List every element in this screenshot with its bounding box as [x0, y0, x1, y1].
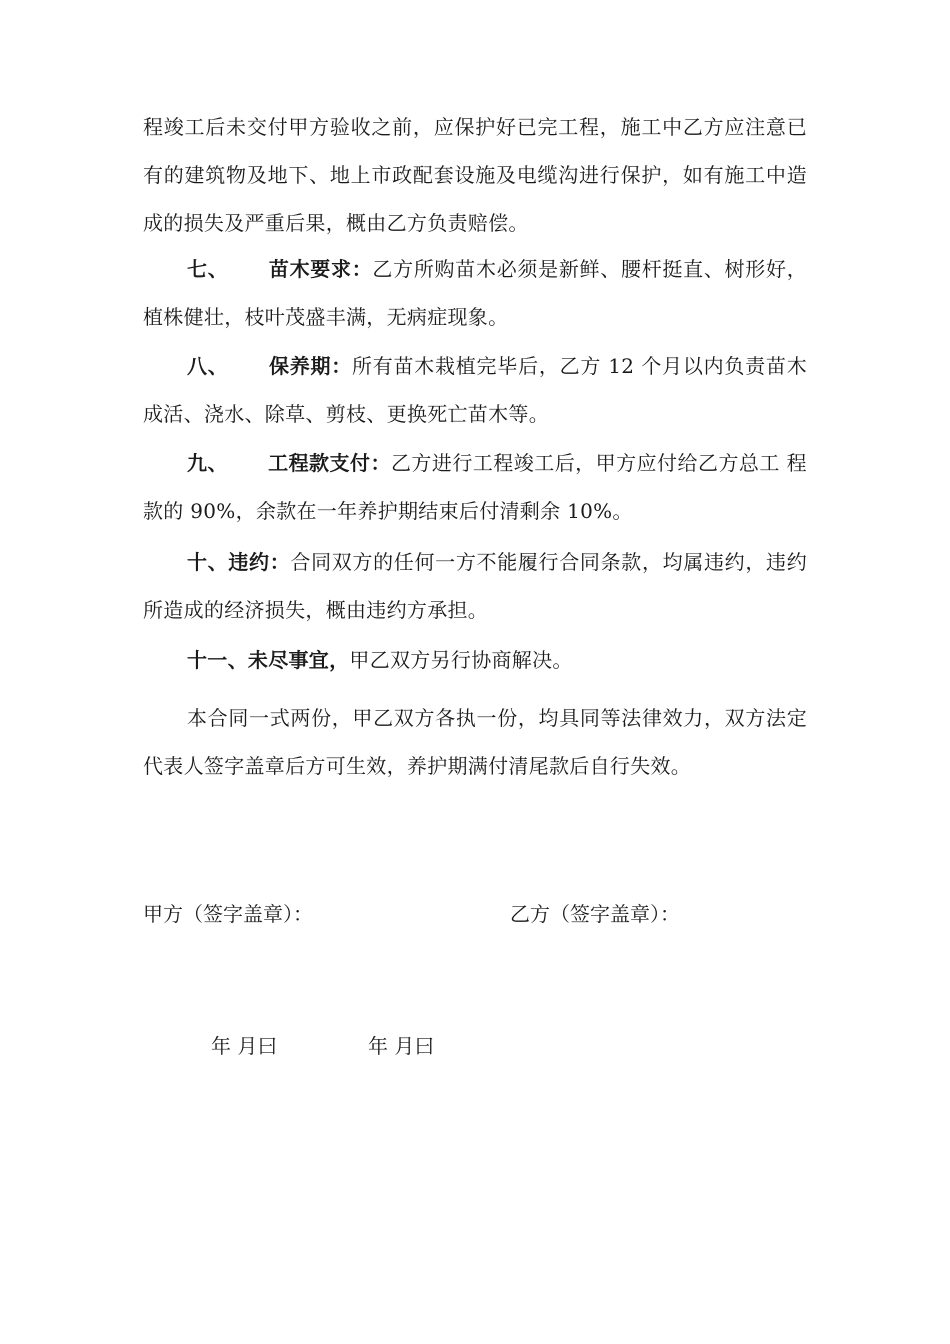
- closing-paragraph: 本合同一式两份，甲乙双方各执一份，均具同等法律效力，双方法定代表人签字盖章后方可生效，养护期满付清尾款后自行失效。: [143, 706, 807, 778]
- clause-seedling-requirements: [143, 245, 807, 341]
- clause-body: 所有苗木栽植完毕后，乙方 12 个月以内负责苗木 成活、浇水、除草、剪枝、更换死亡苗木等。: [143, 354, 807, 426]
- party-b-date: 年 月曰: [368, 1034, 435, 1058]
- party-a-signature-label: 甲方（签字盖章）：: [143, 902, 313, 926]
- clause-title: 违约：: [228, 550, 291, 574]
- clause-number: 十、: [187, 550, 229, 574]
- clause-number: 八、: [187, 354, 229, 378]
- clause-body: 合同双方的任何一方不能履行合同条款，均属违约，违约所造成的经济损失，概由违约方承担。: [143, 550, 807, 622]
- clause-title: 保养期：: [268, 354, 353, 378]
- clause-number: 七、: [187, 257, 229, 281]
- clause-title: 苗木要求：: [268, 257, 373, 281]
- intro-paragraph: 程竣工后未交付甲方验收之前，应保护好已完工程，施工中乙方应注意已有的建筑物及地下、地上市政配套设施及电缆沟进行保护，如有施工中造成的损失及严重后果，概由乙方负责赔偿。: [143, 115, 807, 235]
- clause-body: 甲乙双方另行协商解决。: [349, 648, 573, 672]
- clause-body: 乙方所购苗木必须是新鲜、腰杆挺直、树形好，植株健壮，枝叶茂盛丰满，无病症现象。: [143, 257, 807, 329]
- clause-other-matters: [143, 636, 807, 684]
- clause-title: 工程款支付：: [267, 451, 391, 475]
- clause-number: 十一、: [187, 648, 248, 672]
- clause-breach: [143, 538, 807, 634]
- clause-title: 未尽事宜，: [247, 648, 350, 672]
- clause-number: 九、: [187, 451, 228, 475]
- party-b-signature-label: 乙方（签字盖章）：: [510, 902, 680, 926]
- party-a-date: 年 月曰: [211, 1034, 278, 1058]
- clause-payment: [143, 439, 807, 535]
- clause-body: 乙方进行工程竣工后，甲方应付给乙方总工 程款的 90%，余款在一年养护期结束后付清剩余 10%。: [143, 451, 807, 523]
- clause-maintenance-period: [143, 342, 807, 438]
